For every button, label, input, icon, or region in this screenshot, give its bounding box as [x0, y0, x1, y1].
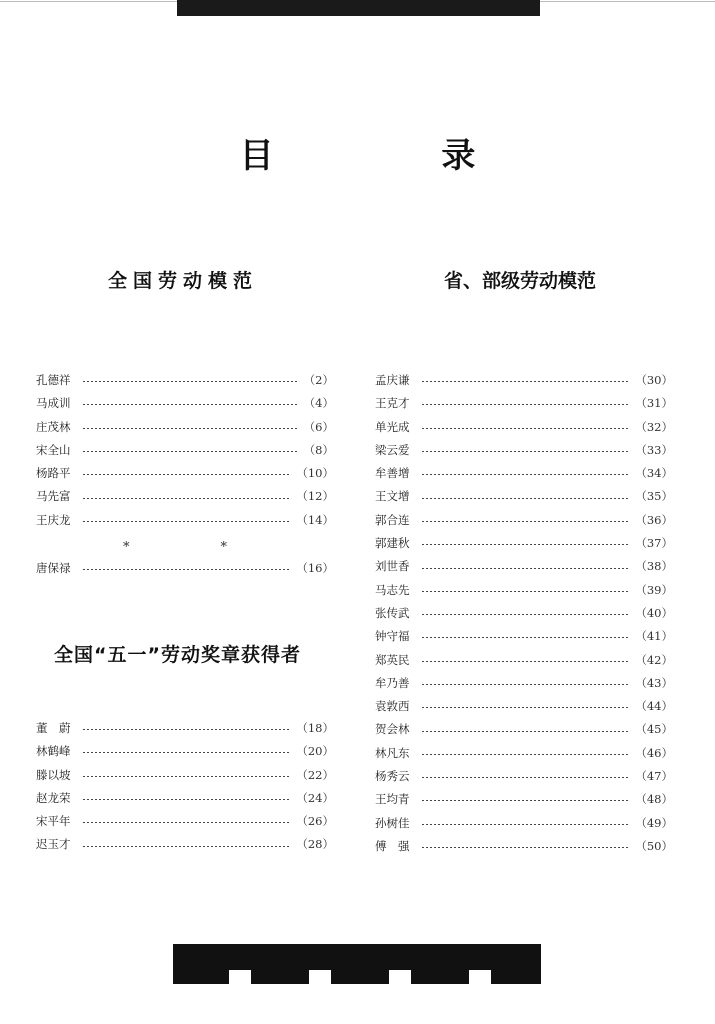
toc-entry-name: 贺会林: [375, 722, 410, 737]
toc-entry: [375, 532, 673, 555]
toc-entry-page: （10）: [296, 466, 334, 481]
toc-leader-dots: [82, 451, 298, 452]
toc-leader-dots: [82, 799, 290, 800]
toc-entry: [375, 835, 673, 858]
toc-entry-name: 董 蔚: [36, 721, 71, 735]
toc-leader-dots: [421, 381, 629, 382]
toc-leader-dots: [82, 776, 290, 777]
toc-leader-dots: [421, 800, 629, 801]
toc-entry: [375, 718, 673, 741]
toc-entry-name: 单光成: [375, 419, 410, 434]
toc-entry: [375, 509, 673, 532]
toc-leader-dots: [82, 428, 298, 429]
toc-entry-name: 唐保禄: [36, 561, 71, 575]
toc-entry: [36, 509, 334, 532]
toc-leader-dots: [421, 684, 629, 685]
toc-list-provincial: [375, 369, 673, 858]
toc-entry-page: （4）: [303, 396, 334, 411]
bottom-bar-notch: [309, 970, 331, 984]
toc-leader-dots: [421, 637, 629, 638]
toc-entry-name: 马成训: [36, 396, 71, 411]
toc-leader-dots: [421, 614, 629, 615]
toc-entry-page: （20）: [296, 744, 334, 759]
toc-entry-name: 牟乃善: [375, 675, 410, 690]
toc-entry-name: 傅 强: [375, 838, 410, 853]
toc-entry-page: （8）: [303, 442, 334, 457]
toc-leader-dots: [82, 846, 290, 847]
toc-leader-dots: [421, 591, 629, 592]
toc-entry-page: （28）: [296, 837, 334, 852]
toc-entry-page: （32）: [635, 419, 673, 434]
toc-entry: [375, 742, 673, 765]
toc-entry-name: 郭建秋: [375, 536, 410, 551]
bottom-bar-notch: [389, 970, 411, 984]
toc-entry: [36, 557, 334, 580]
toc-entry-page: （38）: [635, 559, 673, 574]
toc-leader-dots: [421, 707, 629, 708]
toc-leader-dots: [421, 544, 629, 545]
toc-entry-page: （14）: [296, 512, 334, 527]
toc-entry-page: （2）: [303, 373, 334, 387]
bottom-bar-notch: [229, 970, 251, 984]
toc-entry-name: 宋平年: [36, 814, 71, 829]
toc-entry: [36, 833, 334, 856]
toc-entry-name: 马志先: [375, 582, 410, 597]
toc-entry-page: （6）: [303, 419, 334, 434]
bottom-bar-notch: [469, 970, 491, 984]
toc-entry-page: （40）: [635, 605, 673, 620]
toc-entry-name: 杨路平: [36, 466, 71, 481]
toc-entry-name: 宋全山: [36, 442, 71, 457]
section-heading-national: 全国劳动模范: [108, 270, 259, 292]
toc-leader-dots: [421, 754, 629, 755]
toc-entry-page: （24）: [296, 790, 334, 805]
toc-entry-name: 杨秀云: [375, 769, 410, 784]
toc-entry-name: 迟玉才: [36, 837, 71, 852]
toc-entry-page: （22）: [296, 767, 334, 782]
toc-leader-dots: [421, 404, 629, 405]
toc-entry-name: 郑英民: [375, 652, 410, 667]
toc-entry-page: （31）: [635, 396, 673, 411]
section-heading-provincial: 省、部级劳动模范: [444, 270, 597, 292]
toc-entry-page: （18）: [296, 721, 334, 735]
toc-leader-dots: [421, 731, 629, 732]
toc-entry-name: 孟庆谦: [375, 373, 410, 387]
toc-entry-name: 庄茂林: [36, 419, 71, 434]
toc-entry-page: （42）: [635, 652, 673, 667]
toc-leader-dots: [82, 729, 290, 730]
toc-entry-name: 赵龙荣: [36, 790, 71, 805]
toc-leader-dots: [82, 569, 290, 570]
toc-entry-page: （33）: [635, 442, 673, 457]
toc-entry: [375, 812, 673, 835]
toc-list-national-extra: [36, 557, 334, 580]
toc-entry: [36, 392, 334, 415]
toc-entry-page: （41）: [635, 629, 673, 644]
toc-entry: [375, 392, 673, 415]
toc-entry-name: 钟守福: [375, 629, 410, 644]
toc-entry: [36, 485, 334, 508]
toc-entry: [375, 462, 673, 485]
top-black-bar: [177, 0, 540, 16]
toc-entry: [375, 649, 673, 672]
toc-leader-dots: [421, 661, 629, 662]
toc-entry-name: 滕以坡: [36, 767, 71, 782]
toc-entry-page: （12）: [296, 489, 334, 504]
toc-leader-dots: [421, 428, 629, 429]
toc-entry-name: 袁敦西: [375, 699, 410, 714]
toc-entry: [375, 695, 673, 718]
toc-entry: [375, 788, 673, 811]
toc-entry: [375, 672, 673, 695]
separator-stars: * *: [123, 540, 228, 555]
toc-entry-name: 马先富: [36, 489, 71, 504]
toc-entry-page: （34）: [635, 466, 673, 481]
toc-entry: [375, 555, 673, 578]
toc-leader-dots: [421, 824, 629, 825]
toc-entry-page: （16）: [296, 561, 334, 575]
toc-entry-name: 孔德祥: [36, 373, 71, 387]
toc-entry: [375, 602, 673, 625]
toc-leader-dots: [421, 777, 629, 778]
toc-entry-page: （37）: [635, 536, 673, 551]
toc-entry-page: （47）: [635, 769, 673, 784]
toc-entry-name: 孙树佳: [375, 815, 410, 830]
toc-entry-name: 林凡东: [375, 745, 410, 760]
toc-entry: [36, 439, 334, 462]
toc-list-wuyi: [36, 717, 334, 857]
toc-entry-page: （43）: [635, 675, 673, 690]
toc-entry: [36, 787, 334, 810]
section-heading-wuyi: 全国“五一”劳动奖章获得者: [54, 644, 301, 666]
toc-entry: [375, 625, 673, 648]
toc-entry: [36, 740, 334, 763]
toc-entry: [36, 462, 334, 485]
toc-entry-name: 张传武: [375, 605, 410, 620]
toc-leader-dots: [82, 381, 298, 382]
toc-entry-page: （35）: [635, 489, 673, 504]
toc-leader-dots: [421, 568, 629, 569]
toc-entry: [375, 485, 673, 508]
toc-leader-dots: [82, 822, 290, 823]
toc-leader-dots: [421, 498, 629, 499]
toc-entry: [375, 369, 673, 392]
toc-entry: [375, 439, 673, 462]
toc-leader-dots: [421, 451, 629, 452]
toc-entry: [375, 579, 673, 602]
toc-list-national: [36, 369, 334, 532]
toc-leader-dots: [82, 498, 290, 499]
toc-entry-name: 牟善增: [375, 466, 410, 481]
toc-leader-dots: [421, 521, 629, 522]
toc-leader-dots: [82, 404, 298, 405]
toc-entry-page: （49）: [635, 815, 673, 830]
toc-leader-dots: [82, 521, 290, 522]
bottom-black-bar: [173, 944, 541, 984]
toc-entry-name: 郭合连: [375, 512, 410, 527]
toc-entry-name: 刘世香: [375, 559, 410, 574]
toc-entry-name: 王克才: [375, 396, 410, 411]
toc-entry-page: （30）: [635, 373, 673, 387]
toc-entry: [36, 416, 334, 439]
toc-leader-dots: [421, 474, 629, 475]
toc-entry: [36, 369, 334, 392]
toc-entry-page: （26）: [296, 814, 334, 829]
toc-entry: [36, 717, 334, 740]
toc-entry-name: 王庆龙: [36, 512, 71, 527]
toc-entry-name: 王文增: [375, 489, 410, 504]
toc-entry-name: 林鹤峰: [36, 744, 71, 759]
toc-entry-page: （46）: [635, 745, 673, 760]
toc-entry-name: 梁云爱: [375, 442, 410, 457]
toc-entry-page: （48）: [635, 792, 673, 807]
toc-entry-page: （50）: [635, 838, 673, 853]
toc-entry: [36, 764, 334, 787]
page-title: 目 录: [239, 136, 554, 176]
toc-entry: [36, 810, 334, 833]
toc-entry-name: 王均青: [375, 792, 410, 807]
toc-entry-page: （39）: [635, 582, 673, 597]
toc-leader-dots: [82, 752, 290, 753]
toc-entry-page: （45）: [635, 722, 673, 737]
toc-leader-dots: [421, 847, 629, 848]
toc-entry: [375, 765, 673, 788]
toc-entry-page: （44）: [635, 699, 673, 714]
toc-leader-dots: [82, 474, 290, 475]
toc-entry: [375, 416, 673, 439]
toc-entry-page: （36）: [635, 512, 673, 527]
